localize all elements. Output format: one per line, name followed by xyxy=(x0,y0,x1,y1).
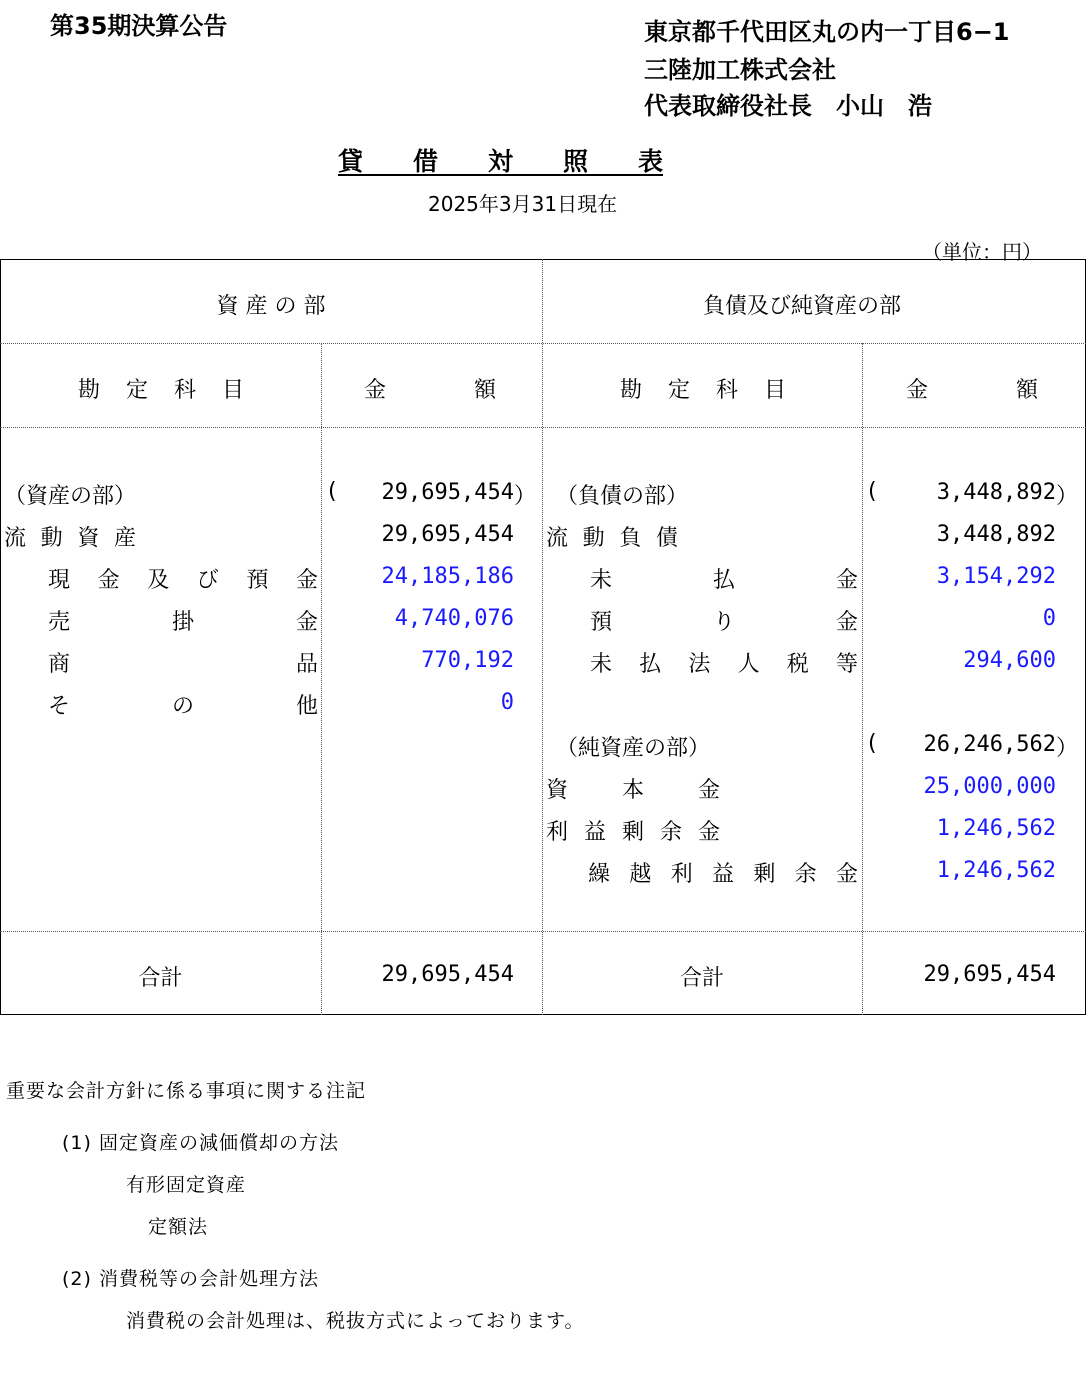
period-title: 第35期決算公告 xyxy=(50,12,228,40)
assets-total-value: 29,695,454 xyxy=(381,962,514,987)
liab-item-deposits-value: 0 xyxy=(1042,606,1056,631)
liab-item-taxes-label: 未 払 法 人 税 等 xyxy=(590,652,858,677)
asset-item-cash-value: 24,185,186 xyxy=(381,564,514,589)
liab-item-accrued-value: 3,154,292 xyxy=(936,564,1056,589)
liabilities-group-open-paren: ( xyxy=(868,479,877,504)
asset-item-merchandise-value: 770,192 xyxy=(421,648,514,673)
asset-item-merchandise-label: 商 品 xyxy=(48,652,318,677)
current-assets-label: 流 動 資 産 xyxy=(4,526,136,551)
asset-item-receivable-label: 売 掛 金 xyxy=(48,610,318,635)
document-title: 貸 借 対 照 表 xyxy=(338,147,664,176)
liab-total-value: 29,695,454 xyxy=(923,962,1056,987)
liab-item-deposits-label: 預 り 金 xyxy=(590,610,858,635)
assets-group-close-paren: ） xyxy=(514,484,537,509)
table-bottom-border xyxy=(0,1014,1086,1015)
liabilities-section-header: 負債及び純資産の部 xyxy=(702,294,901,319)
table-right-border xyxy=(1085,259,1086,1015)
company-name: 三陸加工株式会社 xyxy=(644,56,836,84)
notes-heading: 重要な会計方針に係る事項に関する注記 xyxy=(6,1080,367,1102)
current-liabilities-label: 流 動 負 債 xyxy=(546,526,678,551)
current-liabilities-value: 3,448,892 xyxy=(936,522,1056,547)
liabilities-group-value: 3,448,892 xyxy=(936,480,1056,505)
assets-group-value: 29,695,454 xyxy=(381,480,514,505)
unit-label: （単位：円） xyxy=(922,240,1042,264)
assets-section-header: 資 産 の 部 xyxy=(216,294,326,319)
capital-label: 資 本 金 xyxy=(546,778,720,803)
capital-value: 25,000,000 xyxy=(923,774,1056,799)
net-assets-group-open-paren: ( xyxy=(868,731,877,756)
table-left-border xyxy=(0,259,1,1015)
liab-item-accrued-label: 未 払 金 xyxy=(590,568,858,593)
carried-forward-value: 1,246,562 xyxy=(936,858,1056,883)
carried-forward-label: 繰 越 利 益 剰 余 金 xyxy=(588,862,858,887)
total-row-divider xyxy=(0,931,1086,932)
liab-amount-column-header: 金 額 xyxy=(906,378,1038,403)
liab-account-column-header: 勘 定 科 目 xyxy=(620,378,786,403)
note-item-1-detail: 定額法 xyxy=(148,1216,209,1238)
as-of-date: 2025年3月31日現在 xyxy=(428,192,618,216)
asset-item-other-value: 0 xyxy=(500,690,514,715)
asset-item-receivable-value: 4,740,076 xyxy=(394,606,514,631)
liab-total-label: 合計 xyxy=(679,966,724,991)
assets-amount-divider xyxy=(321,343,322,1015)
liabilities-group-label: （負債の部） xyxy=(556,484,689,509)
section-header-divider xyxy=(0,343,1086,344)
table-top-border xyxy=(0,259,1086,260)
column-header-divider xyxy=(0,427,1086,428)
assets-account-column-header: 勘 定 科 目 xyxy=(78,378,244,403)
liab-amount-divider xyxy=(862,343,863,1015)
liabilities-group-close-paren: ） xyxy=(1056,484,1079,509)
center-divider xyxy=(542,259,543,1015)
note-item-1-sub: 有形固定資産 xyxy=(126,1174,247,1196)
note-item-2: (2) 消費税等の会計処理方法 xyxy=(62,1268,319,1290)
asset-item-cash-label: 現 金 及 び 預 金 xyxy=(48,568,318,593)
liab-item-taxes-value: 294,600 xyxy=(963,648,1056,673)
assets-total-label: 合計 xyxy=(138,966,183,991)
assets-group-open-paren: ( xyxy=(328,479,337,504)
note-item-2-detail: 消費税の会計処理は、税抜方式によっております。 xyxy=(126,1310,585,1332)
company-address: 東京都千代田区丸の内一丁目6−1 xyxy=(644,18,1010,46)
current-assets-value: 29,695,454 xyxy=(381,522,514,547)
net-assets-group-label: （純資産の部） xyxy=(556,736,711,761)
note-item-1: (1) 固定資産の減価償却の方法 xyxy=(62,1132,339,1154)
representative: 代表取締役社長 小山 浩 xyxy=(644,92,932,120)
assets-group-label: （資産の部） xyxy=(4,484,137,509)
retained-earnings-value: 1,246,562 xyxy=(936,816,1056,841)
retained-earnings-label: 利 益 剰 余 金 xyxy=(546,820,720,845)
net-assets-group-value: 26,246,562 xyxy=(923,732,1056,757)
assets-amount-column-header: 金 額 xyxy=(364,378,496,403)
asset-item-other-label: そ の 他 xyxy=(48,694,318,719)
net-assets-group-close-paren: ） xyxy=(1056,736,1079,761)
